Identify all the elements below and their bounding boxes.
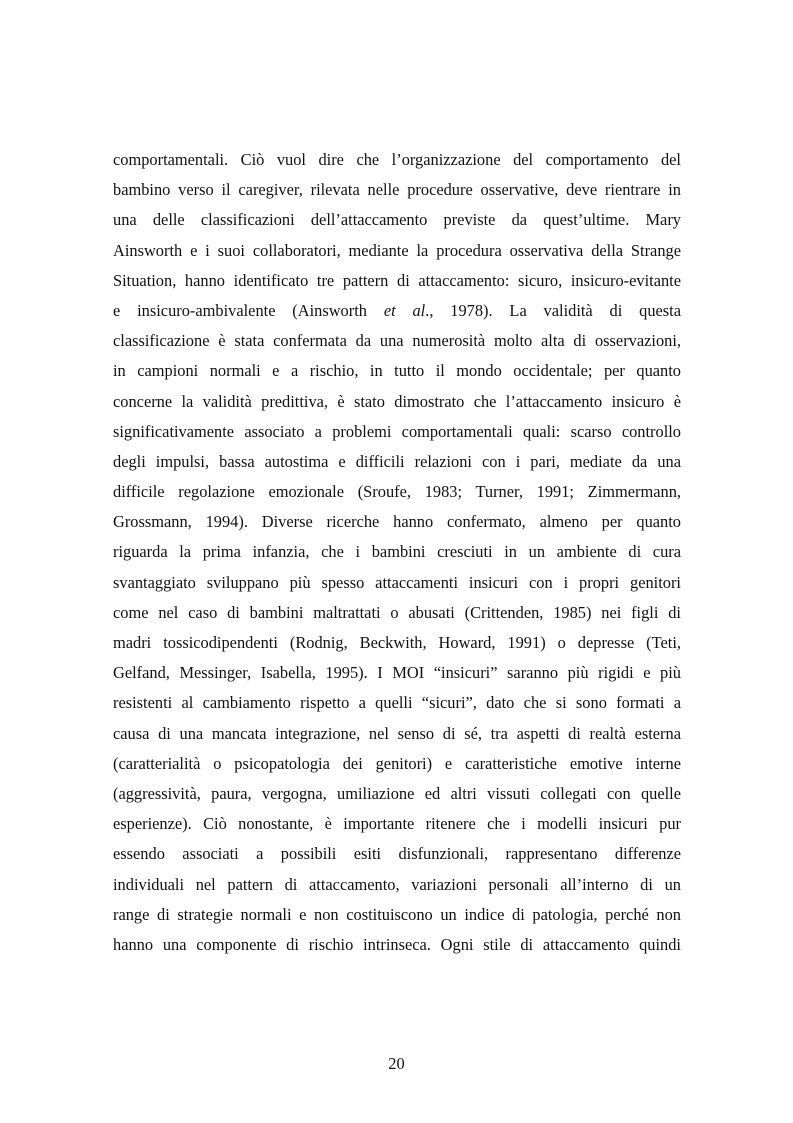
- body-paragraph: [113, 145, 681, 960]
- text-line-20: causa di una mancata integrazione, nel senso di sé, tra aspetti di realtà esterna: [113, 723, 681, 743]
- text-line-26: range di strategie normali e non costituiscono un indice di patologia, perché non: [113, 904, 681, 924]
- text-line-5: Situation, hanno identificato tre pattern di attaccamento: sicuro, insicuro-evitante: [113, 270, 681, 290]
- text-line-15: svantaggiato sviluppano più spesso attaccamenti insicuri con i propri genitori: [113, 572, 681, 592]
- text-line-11: degli impulsi, bassa autostima e difficili relazioni con i pari, mediate da una: [113, 451, 681, 471]
- text-line-2: bambino verso il caregiver, rilevata nelle procedure osservative, deve rientrare in: [113, 180, 681, 200]
- text-line-24: essendo associati a possibili esiti disfunzionali, rappresentano differenze: [113, 844, 681, 864]
- text-line-7: classificazione è stata confermata da una numerosità molto alta di osservazioni,: [113, 331, 681, 351]
- text-line-17: madri tossicodipendenti (Rodnig, Beckwith, Howard, 1991) o depresse (Teti,: [113, 633, 681, 652]
- text-line-22: (aggressività, paura, vergogna, umiliazione ed altri vissuti collegati con quelle: [113, 783, 681, 803]
- text-line-8: in campioni normali e a rischio, in tutto il mondo occidentale; per quanto: [113, 361, 681, 381]
- text-line-23: esperienze). Ciò nonostante, è importante ritenere che i modelli insicuri pur: [113, 814, 681, 834]
- text-line-4: Ainsworth e i suoi collaboratori, mediante la procedura osservativa della Strange: [113, 240, 681, 260]
- text-line-25: individuali nel pattern di attaccamento, variazioni personali all’interno di un: [113, 874, 681, 894]
- text-line-27: hanno una componente di rischio intrinseca. Ogni stile di attaccamento quindi: [113, 934, 681, 954]
- text-line-9: concerne la validità predittiva, è stato dimostrato che l’attaccamento insicuro è: [113, 391, 681, 411]
- text-line-6-start: e insicuro-ambivalente (Ainsworth: [113, 300, 367, 320]
- text-line-18: Gelfand, Messinger, Isabella, 1995). I MOI “insicuri” saranno più rigidi e più: [113, 663, 681, 683]
- citation-italic: et al: [383, 300, 426, 320]
- text-line-3: una delle classificazioni dell’attaccamento previste da quest’ultime. Mary: [113, 210, 681, 230]
- page-number: 20: [388, 1054, 405, 1073]
- text-line-13: Grossmann, 1994). Diverse ricerche hanno confermato, almeno per quanto: [113, 512, 681, 532]
- text-line-16: come nel caso di bambini maltrattati o abusati (Crittenden, 1985) nei figli di: [113, 602, 681, 622]
- text-line-1: comportamentali. Ciò vuol dire che l’organizzazione del comportamento del: [113, 150, 681, 169]
- text-line-14: riguarda la prima infanzia, che i bambini cresciuti in un ambiente di cura: [113, 542, 681, 562]
- text-line-6-end: ., 1978). La validità di questa: [425, 300, 681, 320]
- text-line-10: significativamente associato a problemi comportamentali quali: scarso controllo: [113, 421, 681, 441]
- text-line-19: resistenti al cambiamento rispetto a quelli “sicuri”, dato che si sono formati a: [113, 693, 681, 713]
- text-line-21: (caratterialità o psicopatologia dei genitori) e caratteristiche emotive interne: [113, 753, 681, 773]
- text-line-6: [113, 296, 681, 326]
- text-line-12: difficile regolazione emozionale (Sroufe, 1983; Turner, 1991; Zimmermann,: [113, 482, 681, 502]
